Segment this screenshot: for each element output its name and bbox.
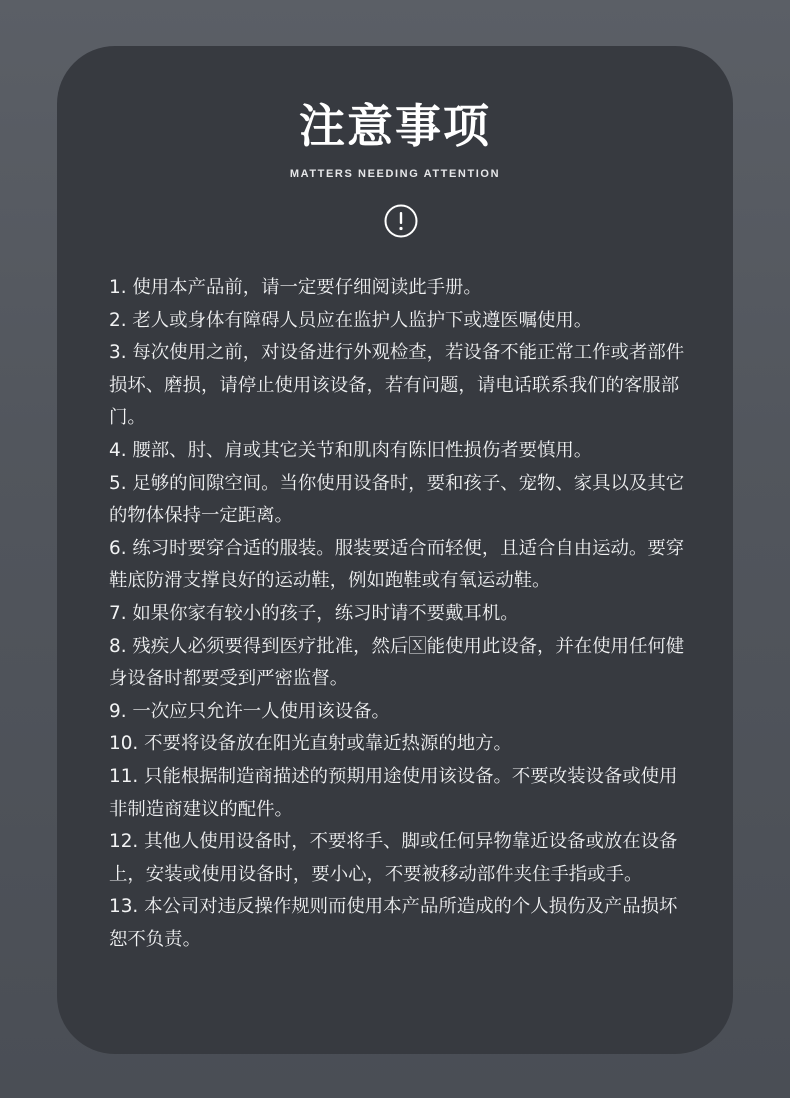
notice-item-11: 11. 只能根据制造商描述的预期用途使用该设备。不要改装设备或使用非制造商建议的配件。 [109, 765, 678, 820]
page-subtitle: MATTERS NEEDING ATTENTION [289, 168, 501, 180]
notice-item-6: 6. 练习时要穿合适的服装。服装要适合而轻便，且适合自由运动。要穿鞋底防滑支撑良好的运动鞋，例如跑鞋或有氧运动鞋。 [109, 537, 685, 592]
notice-item-2: 2. 老人或身体有障碍人员应在监护人监护下或遵医嘱使用。 [109, 309, 593, 331]
notice-item-12: 12. 其他人使用设备时，不要将手、脚或任何异物靠近设备或放在设备上，安装或使用设备时，要小心，不要被移动部件夹住手指或手。 [109, 831, 678, 885]
notice-item-3: 3. 每次使用之前，对设备进行外观检查，若设备不能正常工作或者部件损坏、磨损，请停止使用该设备，若有问题，请电话联系我们的客服部门。 [109, 342, 685, 429]
exclamation-circle-icon [384, 204, 418, 238]
notice-item-10: 10. 不要将设备放在阳光直射或靠近热源的地方。 [109, 733, 512, 755]
page-title: 注意事项 [299, 99, 491, 153]
notice-item-5: 5. 足够的间隙空间。当你使用设备时，要和孩子、宠物、家具以及其它的物体保持一定距离。 [109, 472, 685, 527]
notice-item-4: 4. 腰部、肘、肩或其它关节和肌肉有陈旧性损伤者要慎用。 [109, 439, 593, 461]
notice-item-9: 9. 一次应只允许一人使用该设备。 [109, 700, 390, 722]
notice-card [57, 46, 733, 1054]
notice-item-7: 7. 如果你家有较小的孩子，练习时请不要戴耳机。 [109, 602, 519, 624]
notice-list [109, 272, 689, 956]
notice-item-8: 8. 残疾人必须要得到医疗批准，然后🅇能使用此设备，并在使用任何健身设备时都要受到严密监督。 [109, 635, 685, 690]
notice-item-1: 1. 使用本产品前，请一定要仔细阅读此手册。 [109, 277, 482, 298]
notice-item-13: 13. 本公司对违反操作规则而使用本产品所造成的个人损伤及产品损坏恕不负责。 [109, 896, 678, 950]
